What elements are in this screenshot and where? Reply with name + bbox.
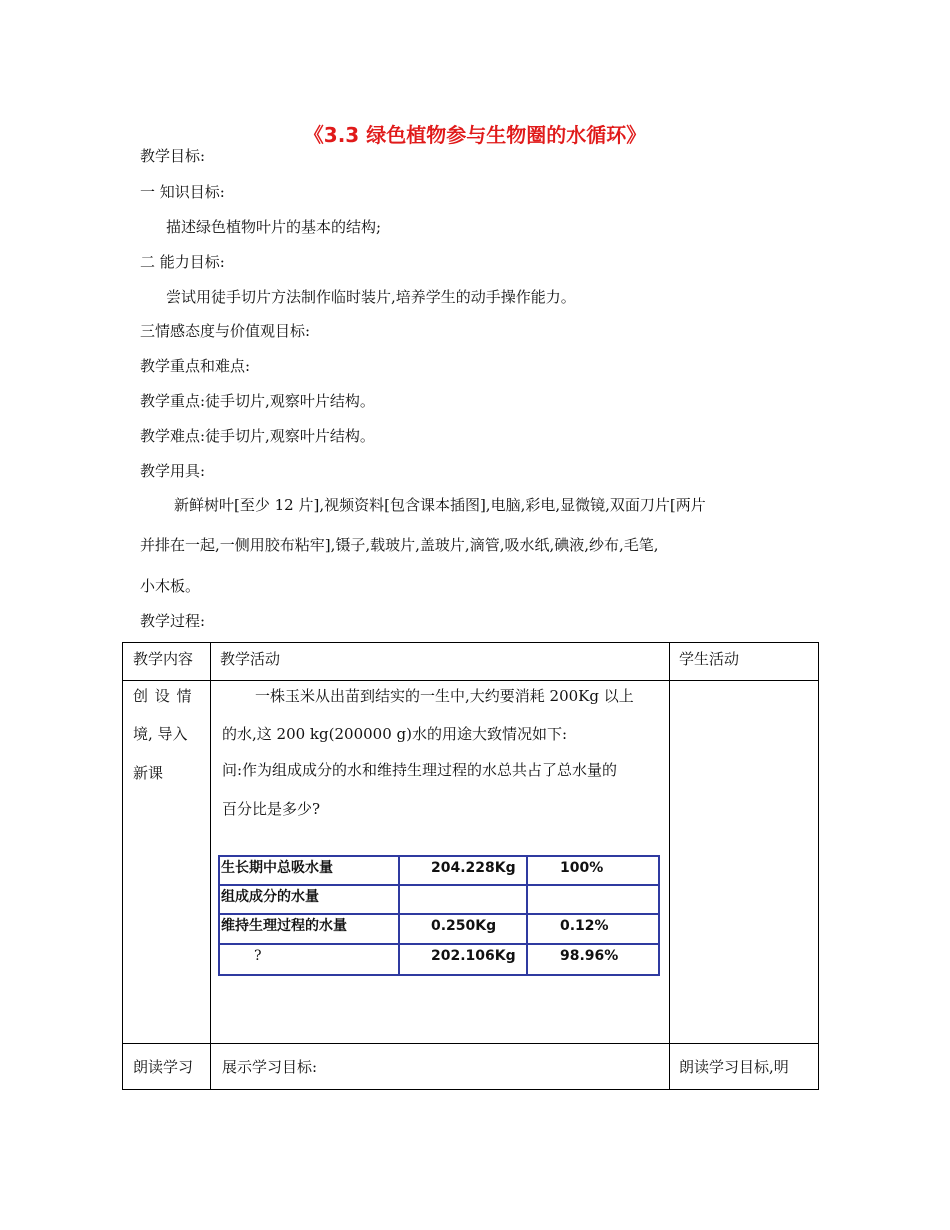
tools-line-1: 新鲜树叶[至少 12 片],视频资料[包含课本插图],电脑,彩电,显微镜,双面刀片[两片 (174, 496, 706, 514)
row1-content-line: 境, 导入 (133, 725, 188, 743)
difficulty: 教学难点:徒手切片,观察叶片结构。 (140, 427, 375, 445)
header-content: 教学内容 (133, 650, 194, 668)
inner-cell-label: 维持生理过程的水量 (221, 918, 347, 934)
row1-content-line: 新课 (133, 764, 164, 782)
tools-line-2: 并排在一起,一侧用胶布粘牢],镊子,载玻片,盖玻片,滴管,吸水纸,碘液,纱布,毛笔, (140, 536, 659, 554)
inner-cell-label: 组成成分的水量 (221, 889, 319, 905)
inner-cell-percent: 98.96% (560, 948, 619, 964)
row1-activity-line: 一株玉米从出苗到结实的一生中,大约要消耗 200Kg 以上 (255, 687, 634, 705)
emotion-heading: 三情感态度与价值观目标: (140, 322, 311, 340)
inner-table-rule (218, 855, 220, 976)
row2-student: 朗读学习目标,明 (679, 1058, 789, 1076)
table-row-rule (122, 1043, 819, 1044)
header-activity: 教学活动 (220, 650, 281, 668)
inner-cell-label: 生长期中总吸水量 (221, 860, 333, 876)
key-point: 教学重点:徒手切片,观察叶片结构。 (140, 392, 375, 410)
table-border-top (122, 642, 819, 643)
key-points-heading: 教学重点和难点: (140, 357, 251, 375)
inner-table-rule (218, 974, 660, 976)
ability-text: 尝试用徒手切片方法制作临时装片,培养学生的动手操作能力。 (166, 288, 576, 306)
inner-table-rule (526, 855, 528, 976)
objectives-heading: 教学目标: (140, 147, 206, 165)
ability-heading: 二 能力目标: (140, 253, 225, 271)
inner-cell-value: 204.228Kg (431, 860, 516, 876)
inner-cell-percent: 0.12% (560, 918, 609, 934)
table-border-left (122, 642, 123, 1090)
inner-table-rule (218, 913, 660, 915)
inner-cell-value: 0.250Kg (431, 918, 497, 934)
inner-cell-value: 202.106Kg (431, 948, 516, 964)
tools-heading: 教学用具: (140, 462, 206, 480)
page-title: 《3.3 绿色植物参与生物圈的水循环》 (303, 123, 647, 147)
table-header-rule (122, 680, 819, 681)
tools-line-3: 小木板。 (140, 577, 201, 595)
row1-content-line: 创 设 情 (133, 687, 193, 705)
inner-table-rule (398, 855, 400, 976)
inner-cell-label: ? (254, 948, 262, 964)
knowledge-text: 描述绿色植物叶片的基本的结构; (166, 218, 382, 236)
process-heading: 教学过程: (140, 612, 206, 630)
row2-activity: 展示学习目标: (222, 1058, 318, 1076)
inner-table-rule (218, 884, 660, 886)
row1-activity-line: 的水,这 200 kg(200000 g)水的用途大致情况如下: (222, 725, 568, 743)
row1-activity-line: 百分比是多少? (222, 800, 321, 818)
header-student: 学生活动 (679, 650, 740, 668)
inner-table-rule (218, 855, 660, 857)
row1-activity-line: 问:作为组成成分的水和维持生理过程的水总共占了总水量的 (222, 761, 618, 779)
table-col-rule-2 (669, 642, 670, 1090)
knowledge-heading: 一 知识目标: (140, 183, 225, 201)
inner-table-rule (658, 855, 660, 976)
table-col-rule-1 (210, 642, 211, 1090)
table-border-right (818, 642, 819, 1090)
table-border-bottom (122, 1089, 819, 1090)
row2-content: 朗读学习 (133, 1058, 194, 1076)
inner-cell-percent: 100% (560, 860, 604, 876)
inner-table-rule (218, 943, 660, 945)
